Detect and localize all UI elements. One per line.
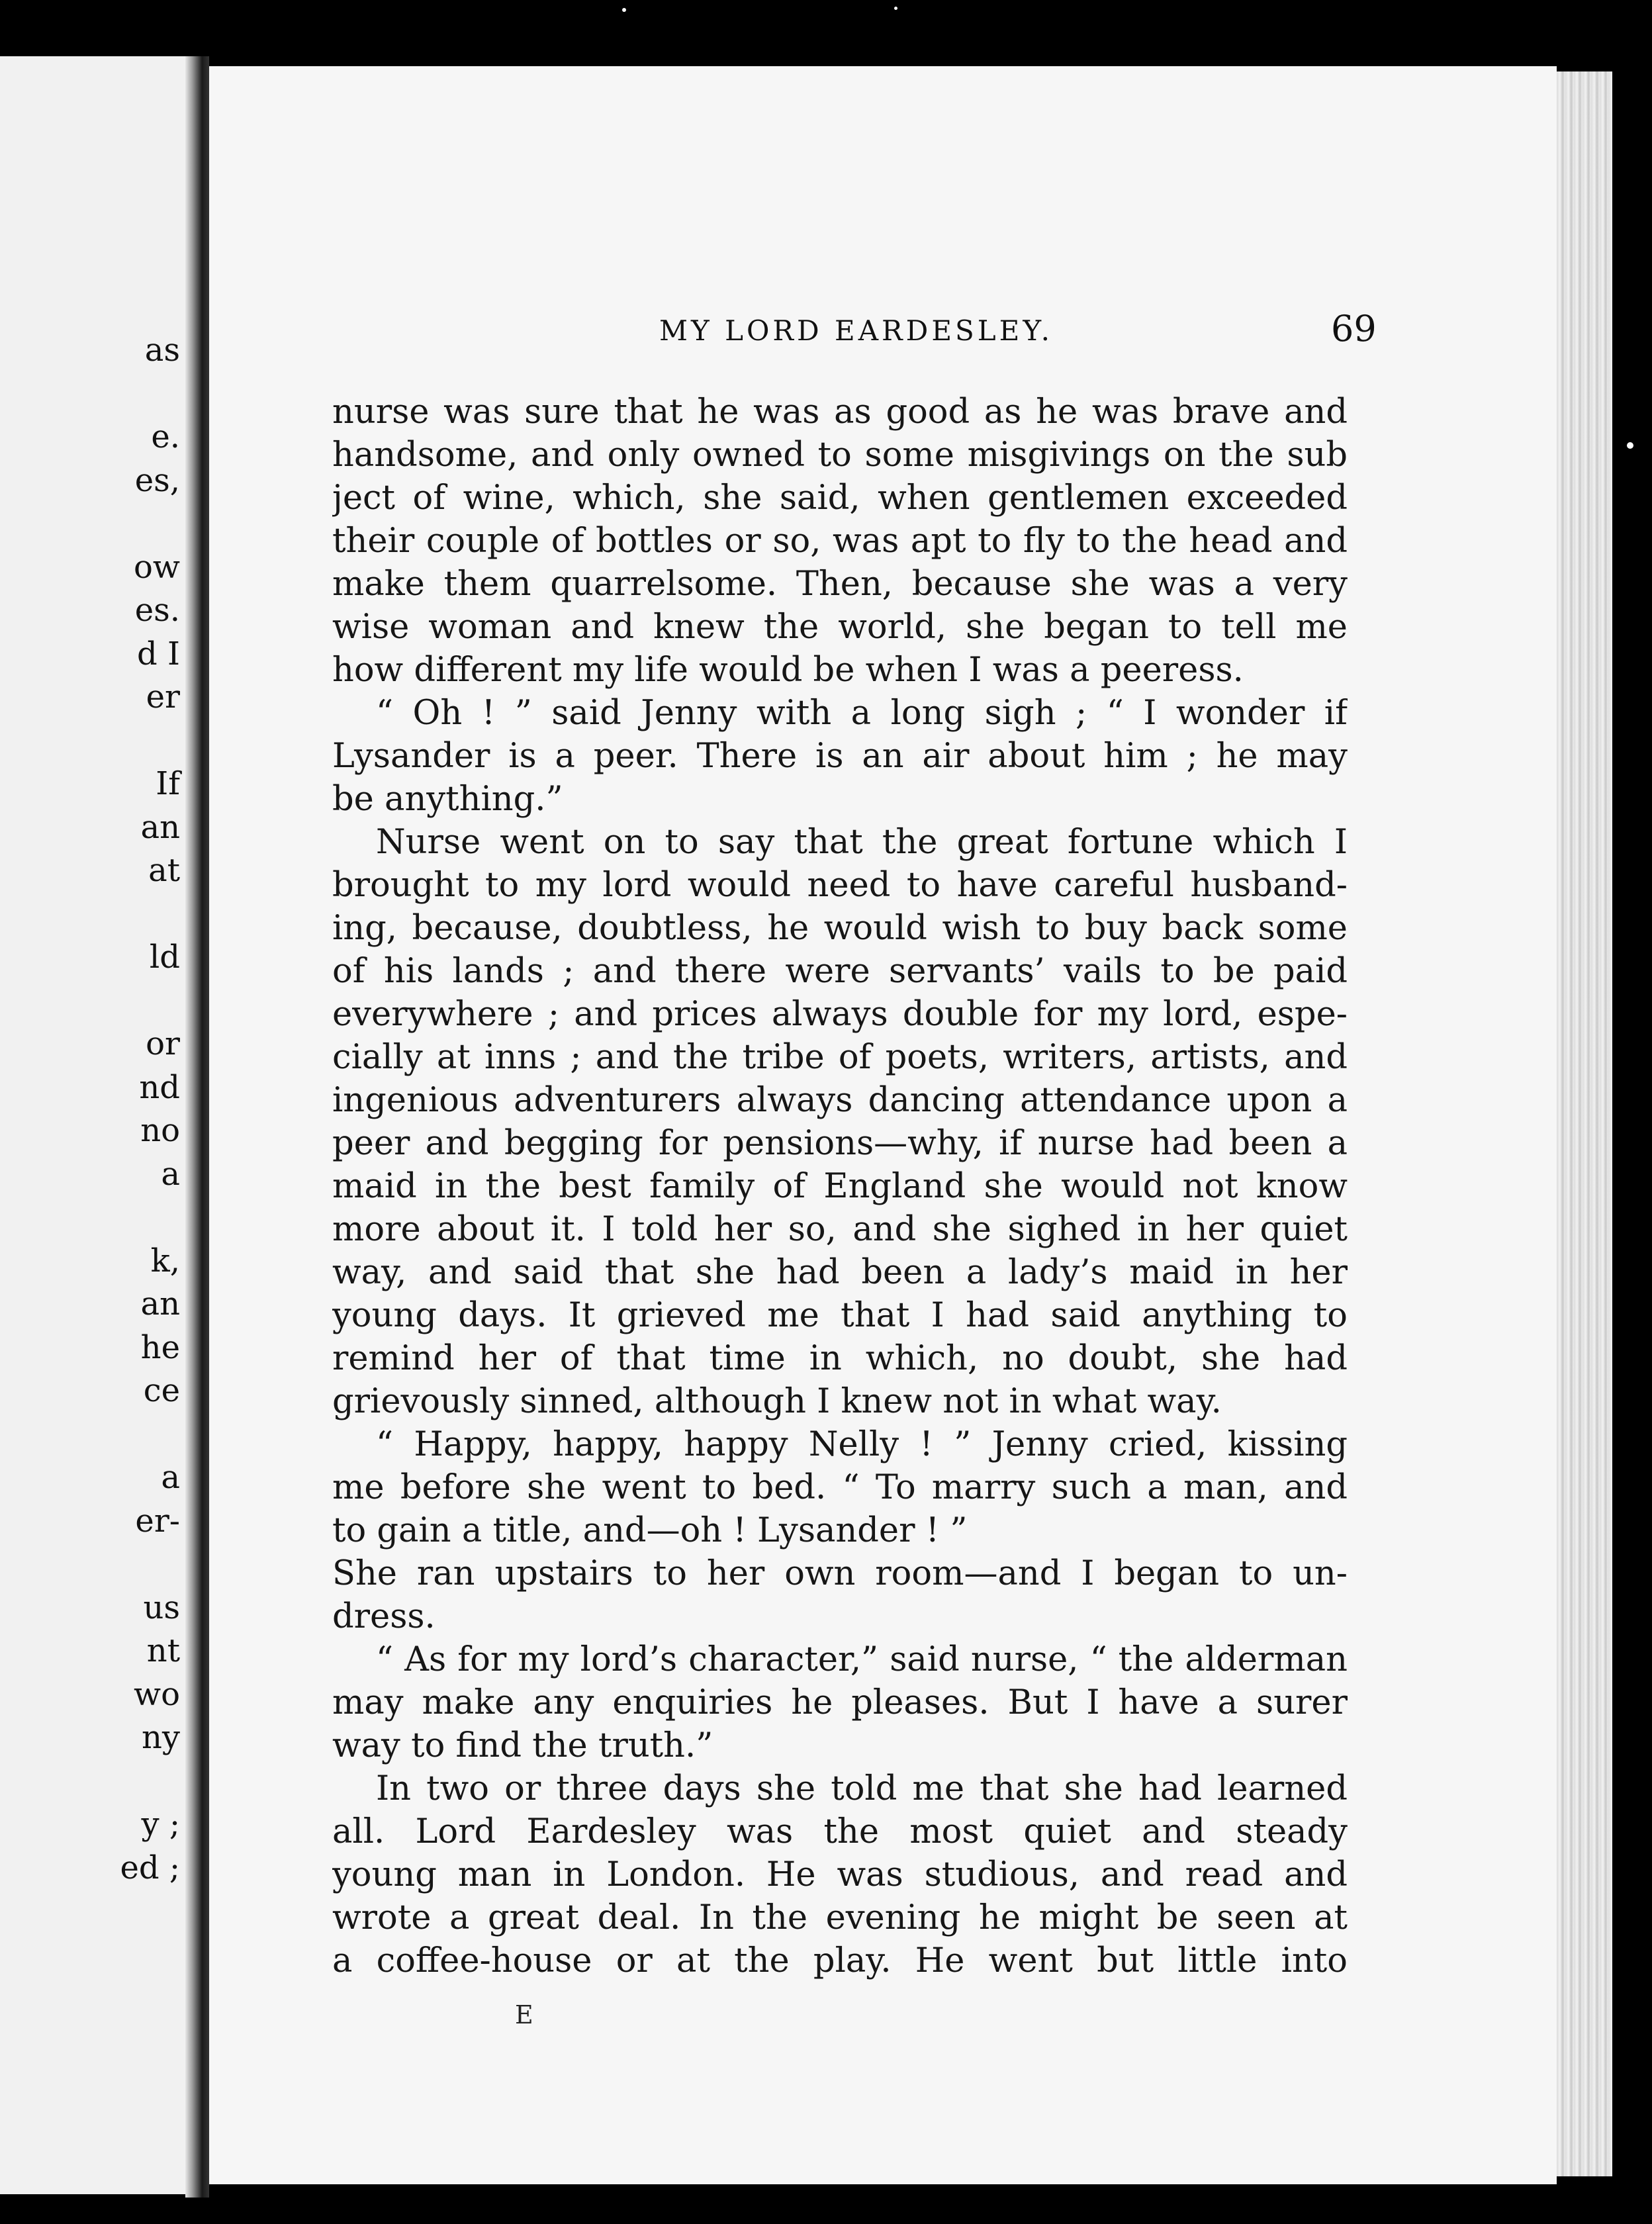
text-line: more about it. I told her so, and she sighed in her quiet	[332, 1210, 1348, 1249]
text-line: She ran upstairs to her own room—and I began to un-	[332, 1554, 1348, 1593]
text-line: ing, because, doubtless, he would wish to buy back some	[332, 909, 1348, 948]
text-line: “ Oh ! ” said Jenny with a long sigh ; “ I wonder if	[376, 694, 1348, 733]
text-line: way to find the truth.”	[332, 1726, 713, 1765]
previous-page-line-end: y ;	[141, 1806, 180, 1843]
previous-page-line-end: he	[140, 1328, 180, 1366]
previous-page-line-end: at	[148, 852, 180, 889]
previous-page-line-end: us	[143, 1589, 180, 1626]
previous-page-line-end: nt	[146, 1632, 180, 1669]
text-line: me before she went to bed. “ To marry such a man, and	[332, 1468, 1348, 1507]
text-line: way, and said that she had been a lady’s maid in her	[332, 1253, 1348, 1292]
text-line: brought to my lord would need to have careful husband-	[332, 866, 1348, 905]
text-line: ject of wine, which, she said, when gentlemen exceeded	[332, 479, 1348, 518]
text-line: wrote a great deal. In the evening he might be seen at	[332, 1898, 1348, 1937]
text-line: be anything.”	[332, 780, 563, 819]
text-line: young days. It grieved me that I had said anything to	[332, 1296, 1348, 1335]
previous-page-line-end: an	[140, 808, 180, 846]
previous-page-fragment	[0, 56, 185, 2194]
book-gutter	[185, 56, 209, 2198]
text-line: cially at inns ; and the tribe of poets, writers, artists, and	[332, 1038, 1348, 1077]
previous-page-line-end: d I	[137, 635, 180, 672]
previous-page-line-end: wo	[134, 1675, 180, 1713]
page-number: 69	[1331, 308, 1377, 349]
scan-speck	[1627, 442, 1633, 449]
text-line: wise woman and knew the world, she began to tell me	[332, 608, 1348, 647]
text-line: make them quarrelsome. Then, because she was a very	[332, 565, 1348, 604]
text-line: “ As for my lord’s character,” said nurse, “ the alderman	[376, 1640, 1348, 1679]
previous-page-line-end: ny	[141, 1719, 180, 1756]
previous-page-line-end: nd	[139, 1068, 180, 1106]
previous-page-line-end: ed ;	[120, 1849, 180, 1886]
previous-page-line-end: ow	[134, 548, 180, 586]
previous-page-line-end: er	[146, 678, 180, 716]
text-line: In two or three days she told me that she had learned	[376, 1769, 1348, 1808]
running-head	[209, 308, 1557, 354]
text-line: their couple of bottles or so, was apt to fly to the head and	[332, 522, 1348, 561]
signature-mark: E	[515, 2000, 533, 2029]
text-line: of his lands ; and there were servants’ vails to be paid	[332, 952, 1348, 991]
text-line: dress.	[332, 1597, 436, 1636]
text-line: “ Happy, happy, happy Nelly ! ” Jenny cried, kissing	[376, 1425, 1348, 1464]
previous-page-line-end: as	[144, 332, 180, 369]
text-line: peer and begging for pensions—why, if nurse had been a	[332, 1124, 1348, 1163]
text-line: young man in London. He was studious, and read and	[332, 1855, 1348, 1894]
scan-speck	[894, 7, 897, 10]
book-page	[209, 66, 1557, 2184]
previous-page-line-end: If	[156, 765, 180, 802]
previous-page-line-end: a	[161, 1459, 180, 1496]
previous-page-line-end: ce	[143, 1372, 180, 1409]
text-line: Nurse went on to say that the great fortune which I	[376, 823, 1348, 862]
previous-page-line-end: or	[146, 1025, 180, 1062]
previous-page-line-end: a	[161, 1155, 180, 1193]
text-line: Lysander is a peer. There is an air about him ; he may	[332, 737, 1348, 776]
text-line: may make any enquiries he pleases. But I have a surer	[332, 1683, 1348, 1722]
previous-page-line-end: k,	[150, 1242, 180, 1279]
text-line: ingenious adventurers always dancing attendance upon a	[332, 1081, 1348, 1120]
previous-page-line-end: ld	[149, 939, 180, 976]
body-text	[332, 391, 1348, 1982]
previous-page-line-end: es.	[134, 592, 180, 629]
text-line: a coffee-house or at the play. He went but little into	[332, 1941, 1348, 1980]
text-line: grievously sinned, although I knew not in what way.	[332, 1382, 1222, 1421]
text-line: handsome, and only owned to some misgivings on the sub	[332, 436, 1348, 475]
text-line: to gain a title, and—oh ! Lysander ! ”	[332, 1511, 968, 1550]
previous-page-line-end: er-	[135, 1502, 180, 1540]
text-line: everywhere ; and prices always double for my lord, espe-	[332, 995, 1348, 1034]
text-line: nurse was sure that he was as good as he was brave and	[332, 393, 1348, 432]
text-line: remind her of that time in which, no doubt, she had	[332, 1339, 1348, 1378]
previous-page-line-end: e.	[151, 418, 180, 455]
page-stack-edge	[1557, 71, 1612, 2176]
text-line: how different my life would be when I was a peeress.	[332, 651, 1244, 690]
scan-speck	[622, 8, 626, 12]
running-title: MY LORD EARDESLEY.	[659, 314, 1053, 347]
text-line: maid in the best family of England she would not know	[332, 1167, 1348, 1206]
previous-page-line-end: an	[140, 1285, 180, 1322]
text-line: all. Lord Eardesley was the most quiet and steady	[332, 1812, 1348, 1851]
previous-page-line-end: es,	[134, 461, 180, 499]
previous-page-line-end: no	[140, 1112, 180, 1149]
